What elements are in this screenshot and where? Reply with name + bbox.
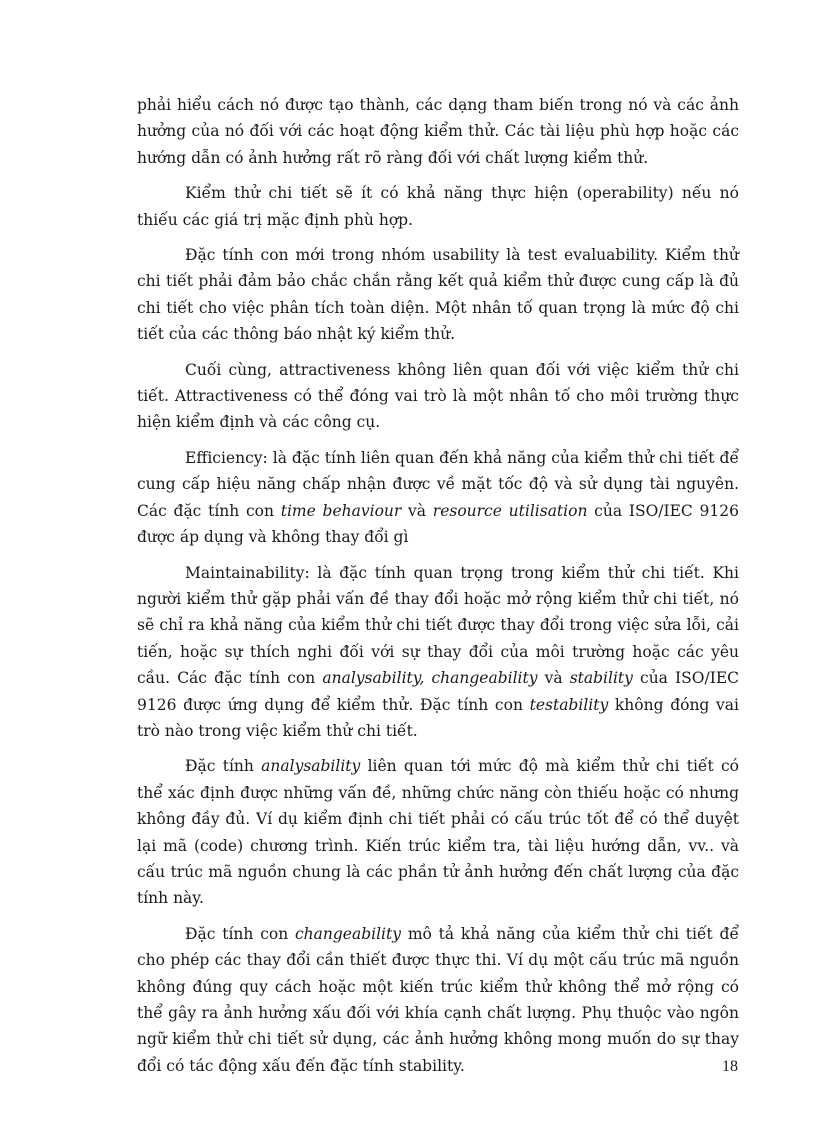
- paragraph-analysability: [137, 753, 739, 911]
- text-segment: không đóng vai trò nào trong việc kiểm thử chi tiết.: [137, 695, 739, 740]
- page-number: 18: [722, 1058, 738, 1075]
- paragraph-efficiency: [137, 445, 739, 551]
- text-segment: và: [537, 669, 570, 688]
- italic-term: analysability, changeability: [322, 669, 538, 688]
- text-segment: Cuối cùng, attractiveness không liên quan đối với việc kiểm thử chi tiết. Attractiveness có thể đóng vai trò là một nhân tố cho môi trường thực hiện kiểm định và các công cụ.: [137, 360, 739, 432]
- italic-term: analysability: [261, 757, 361, 776]
- text-segment: Đặc tính con: [185, 924, 295, 943]
- italic-term: testability: [529, 695, 609, 714]
- paragraph-intro-continuation: [137, 92, 739, 171]
- text-segment: Đặc tính con mới trong nhóm usability là test evaluability. Kiểm thử chi tiết phải đảm bảo chắc chắn rằng kết quả kiểm thử được cung cấp là đủ chi tiết cho việc phân tích toàn diện. Một nhân tố quan trọng là mức độ chi tiết của các thông báo nhật ký kiểm thử.: [137, 246, 739, 344]
- italic-term: stability: [569, 669, 633, 688]
- text-segment: Đặc tính: [185, 757, 262, 776]
- body-text: [137, 92, 739, 1088]
- text-segment: của ISO/IEC 9126 được ứng dụng để kiểm thử. Đặc tính con: [137, 669, 739, 714]
- paragraph-maintainability: [137, 560, 739, 745]
- text-segment: liên quan tới mức độ mà kiểm thử chi tiết có thể xác định được những vấn đề, những chức năng còn thiếu hoặc có nhưng không đầy đủ. Ví dụ kiểm định chi tiết phải có cấu trúc tốt để có thể duyệt lại mã (code) chương trình. Kiến trúc kiểm tra, tài liệu hướng dẫn, vv.. và cấu trúc mã nguồn chung là các phần tử ảnh hưởng đến chất lượng của đặc tính này.: [137, 757, 739, 908]
- paragraph-changeability: [137, 921, 739, 1079]
- italic-term: changeability: [295, 924, 402, 943]
- text-segment: của ISO/IEC 9126 được áp dụng và không thay đổi gì: [137, 501, 739, 547]
- text-segment: phải hiểu cách nó được tạo thành, các dạng tham biến trong nó và các ảnh hưởng của nó đối với các hoạt động kiểm thử. Các tài liệu phù hợp hoặc các hướng dẫn có ảnh hưởng rất rõ ràng đối với chất lượng kiểm thử.: [137, 96, 739, 167]
- text-segment: và: [401, 501, 433, 520]
- paragraph-operability: [137, 180, 739, 233]
- paragraph-attractiveness: [137, 357, 739, 436]
- italic-term: time behaviour: [280, 501, 402, 520]
- text-segment: Maintainability: là đặc tính quan trọng trong kiểm thử chi tiết. Khi người kiểm thử gặp phải vấn đề thay đổi hoặc mở rộng kiểm thử chi tiết, nó sẽ chỉ ra khả năng của kiểm thử chi tiết được thay đổi trong việc sửa lỗi, cải tiến, hoặc sự thích nghi đối với sự thay đổi của môi trường hoặc các yêu cầu. Các đặc tính con: [137, 563, 739, 688]
- italic-term: resource utilisation: [432, 501, 588, 520]
- paragraph-test-evaluability: [137, 242, 739, 348]
- text-segment: mô tả khả năng của kiểm thử chi tiết để cho phép các thay đổi cần thiết được thực thi. Ví dụ một cấu trúc mã nguồn không đúng quy cách hoặc một kiến trúc kiểm thử không thể mở rộng có thể gây ra ảnh hưởng xấu đối với khía cạnh chất lượng. Phụ thuộc vào ngôn ngữ kiểm thử chi tiết sử dụng, các ảnh hưởng không mong muốn do sự thay đổi có tác động xấu đến đặc tính stability.: [137, 924, 739, 1075]
- text-segment: Kiểm thử chi tiết sẽ ít có khả năng thực hiện (operability) nếu nó thiếu các giá trị mặc định phù hợp.: [137, 184, 739, 229]
- text-segment: Efficiency: là đặc tính liên quan đến khả năng của kiểm thử chi tiết để cung cấp hiệu năng chấp nhận được về mặt tốc độ và sử dụng tài nguyên. Các đặc tính con: [137, 448, 739, 520]
